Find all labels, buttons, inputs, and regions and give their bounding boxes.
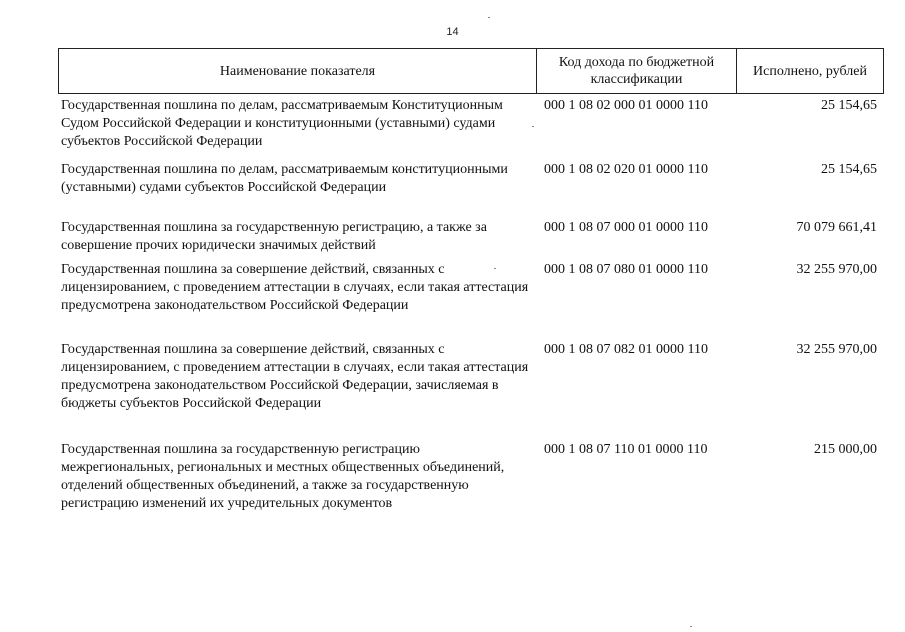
header-code: Код дохода по бюджетной классификации: [537, 49, 737, 93]
row-amount: 70 079 661,41: [796, 220, 877, 235]
row-code: 000 1 08 07 110 01 0000 110: [544, 442, 708, 457]
row-code: 000 1 08 02 020 01 0000 110: [544, 162, 708, 177]
row-name: Государственная пошлина за совершение действий, связанных с лицензированием, с проведением аттестации в случаях, если такая аттестация предусмотрена законодательством Российской Федерации: [61, 262, 529, 313]
row-name: Государственная пошлина по делам, рассматриваемым конституционными (уставными) судами субъектов Российской Федерации: [61, 162, 508, 195]
scan-speck: [532, 126, 534, 127]
row-code: 000 1 08 07 000 01 0000 110: [544, 220, 708, 235]
header-executed: Исполнено, рублей: [753, 63, 867, 79]
row-amount: 32 255 970,00: [796, 262, 877, 277]
scan-speck: [488, 17, 490, 18]
row-amount: 32 255 970,00: [796, 342, 877, 357]
row-code: 000 1 08 02 000 01 0000 110: [544, 98, 708, 113]
scan-speck: [494, 268, 496, 269]
row-name: Государственная пошлина за государственную регистрацию межрегиональных, региональных и местных общественных объединений, отделений общественных объединений, а также за государственную регистрацию изменений их учредительных документов: [61, 442, 505, 511]
row-amount: 215 000,00: [814, 442, 877, 457]
row-name: Государственная пошлина по делам, рассматриваемым Конституционным Судом Российской Федерации и конституционными (уставными) судами субъектов Российской Федерации: [61, 98, 503, 149]
row-code: 000 1 08 07 082 01 0000 110: [544, 342, 708, 357]
row-amount: 25 154,65: [821, 162, 877, 177]
scan-speck: [690, 626, 692, 627]
page-number: 14: [446, 26, 459, 38]
row-name: Государственная пошлина за совершение действий, связанных с лицензированием, с проведением аттестации в случаях, если такая аттестация предусмотрена законодательством Российской Федерации, зачисляемая в бюджеты субъектов Российской Федерации: [61, 342, 529, 411]
header-name: Наименование показателя: [59, 49, 537, 93]
row-name: Государственная пошлина за государственную регистрацию, а также за совершение прочих юридически значимых действий: [61, 220, 487, 253]
row-code: 000 1 08 07 080 01 0000 110: [544, 262, 708, 277]
row-amount: 25 154,65: [821, 98, 877, 113]
table-header: [58, 48, 884, 94]
